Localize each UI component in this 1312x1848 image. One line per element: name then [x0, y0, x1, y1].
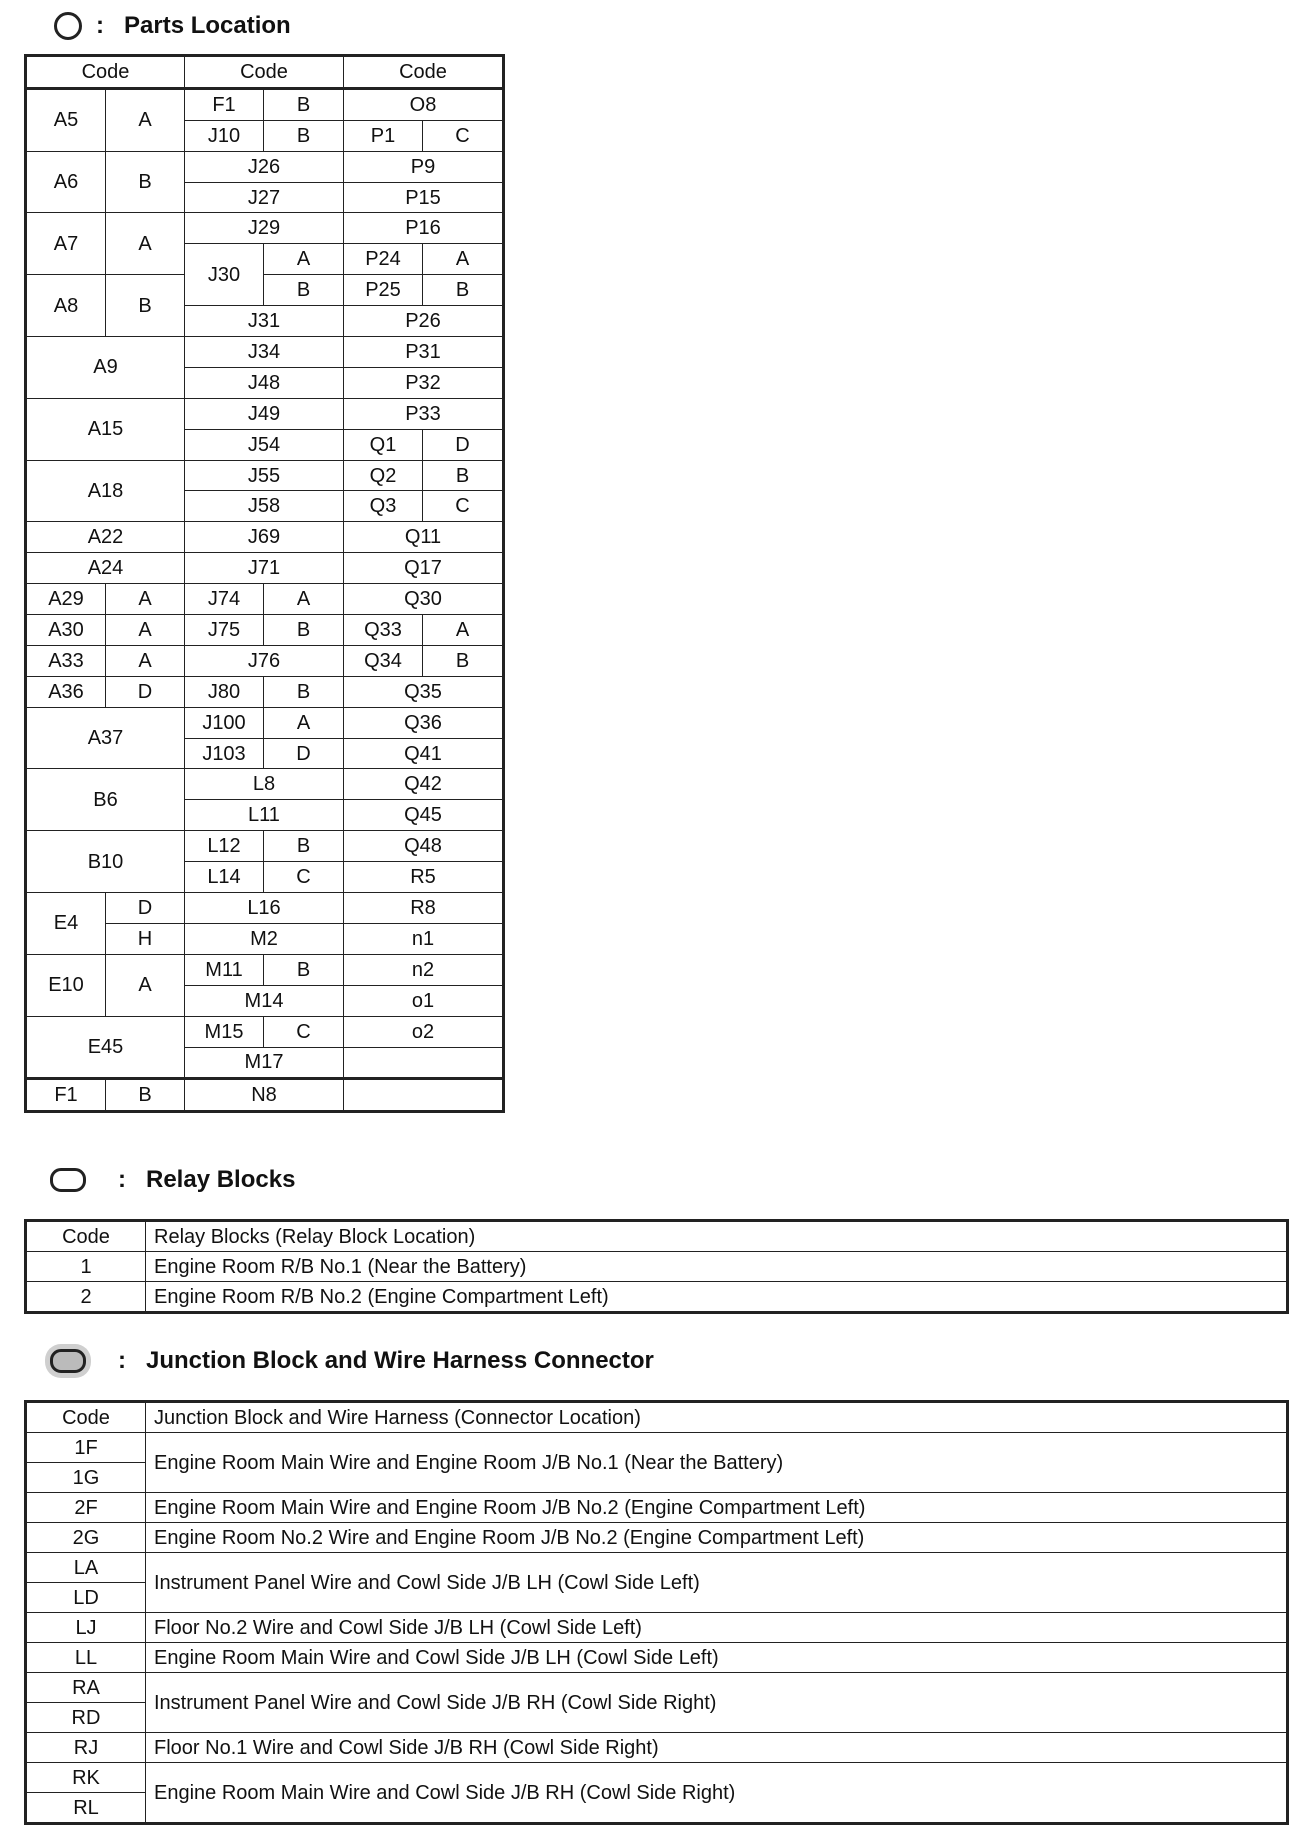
code-cell: n1 [344, 923, 504, 954]
desc-cell: Engine Room Main Wire and Engine Room J/B No.2 (Engine Compartment Left) [146, 1493, 1288, 1523]
header-desc: Junction Block and Wire Harness (Connector Location) [146, 1402, 1288, 1433]
code-cell: A6 [26, 151, 106, 213]
code-cell: Q1 [344, 429, 423, 460]
suffix-cell: A [106, 88, 185, 151]
header-desc: Relay Blocks (Relay Block Location) [146, 1221, 1288, 1252]
suffix-cell: C [264, 862, 344, 893]
code-cell: RA [26, 1673, 146, 1703]
table-row [26, 337, 504, 368]
code-cell: Q45 [344, 800, 504, 831]
code-cell: A9 [26, 337, 185, 399]
relay-blocks-table [24, 1219, 1289, 1314]
table-row [26, 1079, 504, 1112]
code-cell: J58 [185, 491, 344, 522]
code-cell: J54 [185, 429, 344, 460]
code-cell: 2F [26, 1493, 146, 1523]
suffix-cell: B [106, 151, 185, 213]
relay-blocks-heading [50, 1166, 295, 1194]
suffix-cell: B [264, 831, 344, 862]
code-cell: J74 [185, 584, 264, 615]
code-cell: M15 [185, 1016, 264, 1047]
desc-cell: Engine Room R/B No.2 (Engine Compartment Left) [146, 1282, 1288, 1313]
code-cell: P33 [344, 398, 504, 429]
code-cell: 1G [26, 1463, 146, 1493]
code-cell: LA [26, 1553, 146, 1583]
code-cell: LD [26, 1583, 146, 1613]
code-cell: M14 [185, 985, 344, 1016]
suffix-cell: A [423, 244, 504, 275]
suffix-cell: D [423, 429, 504, 460]
suffix-cell: D [106, 676, 185, 707]
code-cell: A30 [26, 615, 106, 646]
desc-cell: Engine Room R/B No.1 (Near the Battery) [146, 1252, 1288, 1282]
empty-cell [344, 1079, 504, 1112]
parts-location-title: Parts Location [124, 12, 291, 39]
desc-cell: Engine Room No.2 Wire and Engine Room J/B No.2 (Engine Compartment Left) [146, 1523, 1288, 1553]
header-code: Code [26, 1402, 146, 1433]
code-cell: Q3 [344, 491, 423, 522]
code-cell: N8 [185, 1079, 344, 1112]
code-cell: P24 [344, 244, 423, 275]
code-cell: M17 [185, 1047, 344, 1079]
code-cell: F1 [26, 1079, 106, 1112]
suffix-cell: A [264, 584, 344, 615]
code-cell: J30 [185, 244, 264, 306]
code-cell: J103 [185, 738, 264, 769]
code-cell: RD [26, 1703, 146, 1733]
suffix-cell: C [264, 1016, 344, 1047]
code-cell: A15 [26, 398, 185, 460]
table-row [26, 1523, 1288, 1553]
code-cell: J80 [185, 676, 264, 707]
desc-cell: Instrument Panel Wire and Cowl Side J/B LH (Cowl Side Left) [146, 1553, 1288, 1613]
code-cell: O8 [344, 88, 504, 120]
code-cell: J55 [185, 460, 344, 491]
desc-cell: Engine Room Main Wire and Engine Room J/B No.1 (Near the Battery) [146, 1433, 1288, 1493]
code-cell: E4 [26, 893, 106, 955]
relay-blocks-colon: : [118, 1166, 126, 1193]
parts-location-table [24, 54, 505, 1113]
suffix-cell: A [106, 213, 185, 275]
code-cell: M11 [185, 954, 264, 985]
code-cell: Q30 [344, 584, 504, 615]
header-code: Code [26, 1221, 146, 1252]
suffix-cell: D [264, 738, 344, 769]
code-cell: J31 [185, 306, 344, 337]
code-cell: B6 [26, 769, 185, 831]
code-cell: J75 [185, 615, 264, 646]
code-cell: P32 [344, 367, 504, 398]
code-cell: M2 [185, 923, 344, 954]
suffix-cell: B [264, 88, 344, 120]
code-cell: A29 [26, 584, 106, 615]
header-code-3: Code [344, 56, 504, 89]
table-row [26, 1763, 1288, 1793]
circle-symbol-icon [54, 12, 82, 40]
code-cell: J48 [185, 367, 344, 398]
code-cell: LJ [26, 1613, 146, 1643]
junction-block-table [24, 1400, 1289, 1825]
suffix-cell: A [106, 615, 185, 646]
header-code-2: Code [185, 56, 344, 89]
code-cell: 2 [26, 1282, 146, 1313]
suffix-cell: B [423, 645, 504, 676]
code-cell: o2 [344, 1016, 504, 1047]
table-row [26, 769, 504, 800]
code-cell: A5 [26, 88, 106, 151]
code-cell: P9 [344, 151, 504, 182]
code-cell: P16 [344, 213, 504, 244]
code-cell: A36 [26, 676, 106, 707]
table-row [26, 645, 504, 676]
table-row [26, 1553, 1288, 1583]
table-row [26, 1643, 1288, 1673]
suffix-cell: A [106, 645, 185, 676]
code-cell: J71 [185, 553, 344, 584]
code-cell: A18 [26, 460, 185, 522]
desc-cell: Floor No.2 Wire and Cowl Side J/B LH (Cowl Side Left) [146, 1613, 1288, 1643]
table-row [26, 88, 504, 120]
code-cell: A33 [26, 645, 106, 676]
code-cell: Q42 [344, 769, 504, 800]
code-cell: F1 [185, 88, 264, 120]
shaded-oval-symbol-icon [50, 1349, 86, 1373]
suffix-cell: B [264, 275, 344, 306]
table-row [26, 213, 504, 244]
suffix-cell: A [106, 954, 185, 1016]
code-cell: R8 [344, 893, 504, 924]
code-cell: P15 [344, 182, 504, 213]
table-row [26, 1282, 1288, 1313]
suffix-cell: A [423, 615, 504, 646]
code-cell: J100 [185, 707, 264, 738]
code-cell: 1F [26, 1433, 146, 1463]
code-cell: B10 [26, 831, 185, 893]
table-row [26, 831, 504, 862]
code-cell: o1 [344, 985, 504, 1016]
code-cell: Q36 [344, 707, 504, 738]
code-cell: L16 [185, 893, 344, 924]
suffix-cell: D [106, 893, 185, 924]
empty-cell [344, 1047, 504, 1079]
table-row [26, 460, 504, 491]
suffix-cell: B [264, 676, 344, 707]
code-cell: Q33 [344, 615, 423, 646]
table-row [26, 1016, 504, 1047]
suffix-cell: B [106, 275, 185, 337]
code-cell: Q17 [344, 553, 504, 584]
desc-cell: Instrument Panel Wire and Cowl Side J/B RH (Cowl Side Right) [146, 1673, 1288, 1733]
code-cell: Q48 [344, 831, 504, 862]
table-row [26, 1252, 1288, 1282]
code-cell: J10 [185, 120, 264, 151]
code-cell: LL [26, 1643, 146, 1673]
code-cell: P26 [344, 306, 504, 337]
code-cell: J26 [185, 151, 344, 182]
code-cell: RK [26, 1763, 146, 1793]
code-cell: A8 [26, 275, 106, 337]
oval-symbol-icon [50, 1168, 86, 1192]
table-header-row [26, 1221, 1288, 1252]
desc-cell: Engine Room Main Wire and Cowl Side J/B LH (Cowl Side Left) [146, 1643, 1288, 1673]
suffix-cell: A [106, 584, 185, 615]
code-cell: Q35 [344, 676, 504, 707]
code-cell: Q34 [344, 645, 423, 676]
suffix-cell: B [264, 954, 344, 985]
code-cell: RJ [26, 1733, 146, 1763]
code-cell: J29 [185, 213, 344, 244]
code-cell: J69 [185, 522, 344, 553]
suffix-cell: C [423, 120, 504, 151]
code-cell: Q11 [344, 522, 504, 553]
table-row [26, 893, 504, 924]
code-cell: 1 [26, 1252, 146, 1282]
code-cell: A7 [26, 213, 106, 275]
suffix-cell: C [423, 491, 504, 522]
suffix-cell: B [423, 275, 504, 306]
table-row [26, 553, 504, 584]
desc-cell: Engine Room Main Wire and Cowl Side J/B RH (Cowl Side Right) [146, 1763, 1288, 1824]
desc-cell: Floor No.1 Wire and Cowl Side J/B RH (Cowl Side Right) [146, 1733, 1288, 1763]
suffix-cell: H [106, 923, 185, 954]
code-cell: L11 [185, 800, 344, 831]
code-cell: P25 [344, 275, 423, 306]
code-cell: P31 [344, 337, 504, 368]
table-header-row [26, 56, 504, 89]
code-cell: J49 [185, 398, 344, 429]
suffix-cell: B [423, 460, 504, 491]
header-code-1: Code [26, 56, 185, 89]
code-cell: 2G [26, 1523, 146, 1553]
junction-block-title: Junction Block and Wire Harness Connector [146, 1347, 654, 1374]
code-cell: J27 [185, 182, 344, 213]
code-cell: L14 [185, 862, 264, 893]
suffix-cell: B [264, 120, 344, 151]
code-cell: Q2 [344, 460, 423, 491]
parts-location-colon: : [96, 12, 104, 39]
table-row [26, 1673, 1288, 1703]
table-row [26, 615, 504, 646]
code-cell: P1 [344, 120, 423, 151]
table-row [26, 275, 504, 306]
suffix-cell: B [264, 615, 344, 646]
code-cell: E10 [26, 954, 106, 1016]
relay-blocks-title: Relay Blocks [146, 1166, 296, 1193]
table-row [26, 1493, 1288, 1523]
code-cell: J34 [185, 337, 344, 368]
junction-block-colon: : [118, 1347, 126, 1374]
code-cell: L8 [185, 769, 344, 800]
code-cell: A24 [26, 553, 185, 584]
code-cell: A37 [26, 707, 185, 769]
junction-block-heading [50, 1347, 654, 1375]
code-cell: Q41 [344, 738, 504, 769]
code-cell: n2 [344, 954, 504, 985]
table-row [26, 707, 504, 738]
code-cell: R5 [344, 862, 504, 893]
suffix-cell: B [106, 1079, 185, 1112]
suffix-cell: A [264, 244, 344, 275]
code-cell: J76 [185, 645, 344, 676]
table-row [26, 584, 504, 615]
parts-location-heading [54, 12, 291, 40]
table-row [26, 1733, 1288, 1763]
code-cell: E45 [26, 1016, 185, 1079]
code-cell: L12 [185, 831, 264, 862]
table-row [26, 151, 504, 182]
code-cell: A22 [26, 522, 185, 553]
table-header-row [26, 1402, 1288, 1433]
suffix-cell: A [264, 707, 344, 738]
table-row [26, 1433, 1288, 1463]
table-row [26, 1613, 1288, 1643]
table-row [26, 954, 504, 985]
table-row [26, 522, 504, 553]
code-cell: RL [26, 1793, 146, 1824]
table-row [26, 676, 504, 707]
table-row [26, 398, 504, 429]
